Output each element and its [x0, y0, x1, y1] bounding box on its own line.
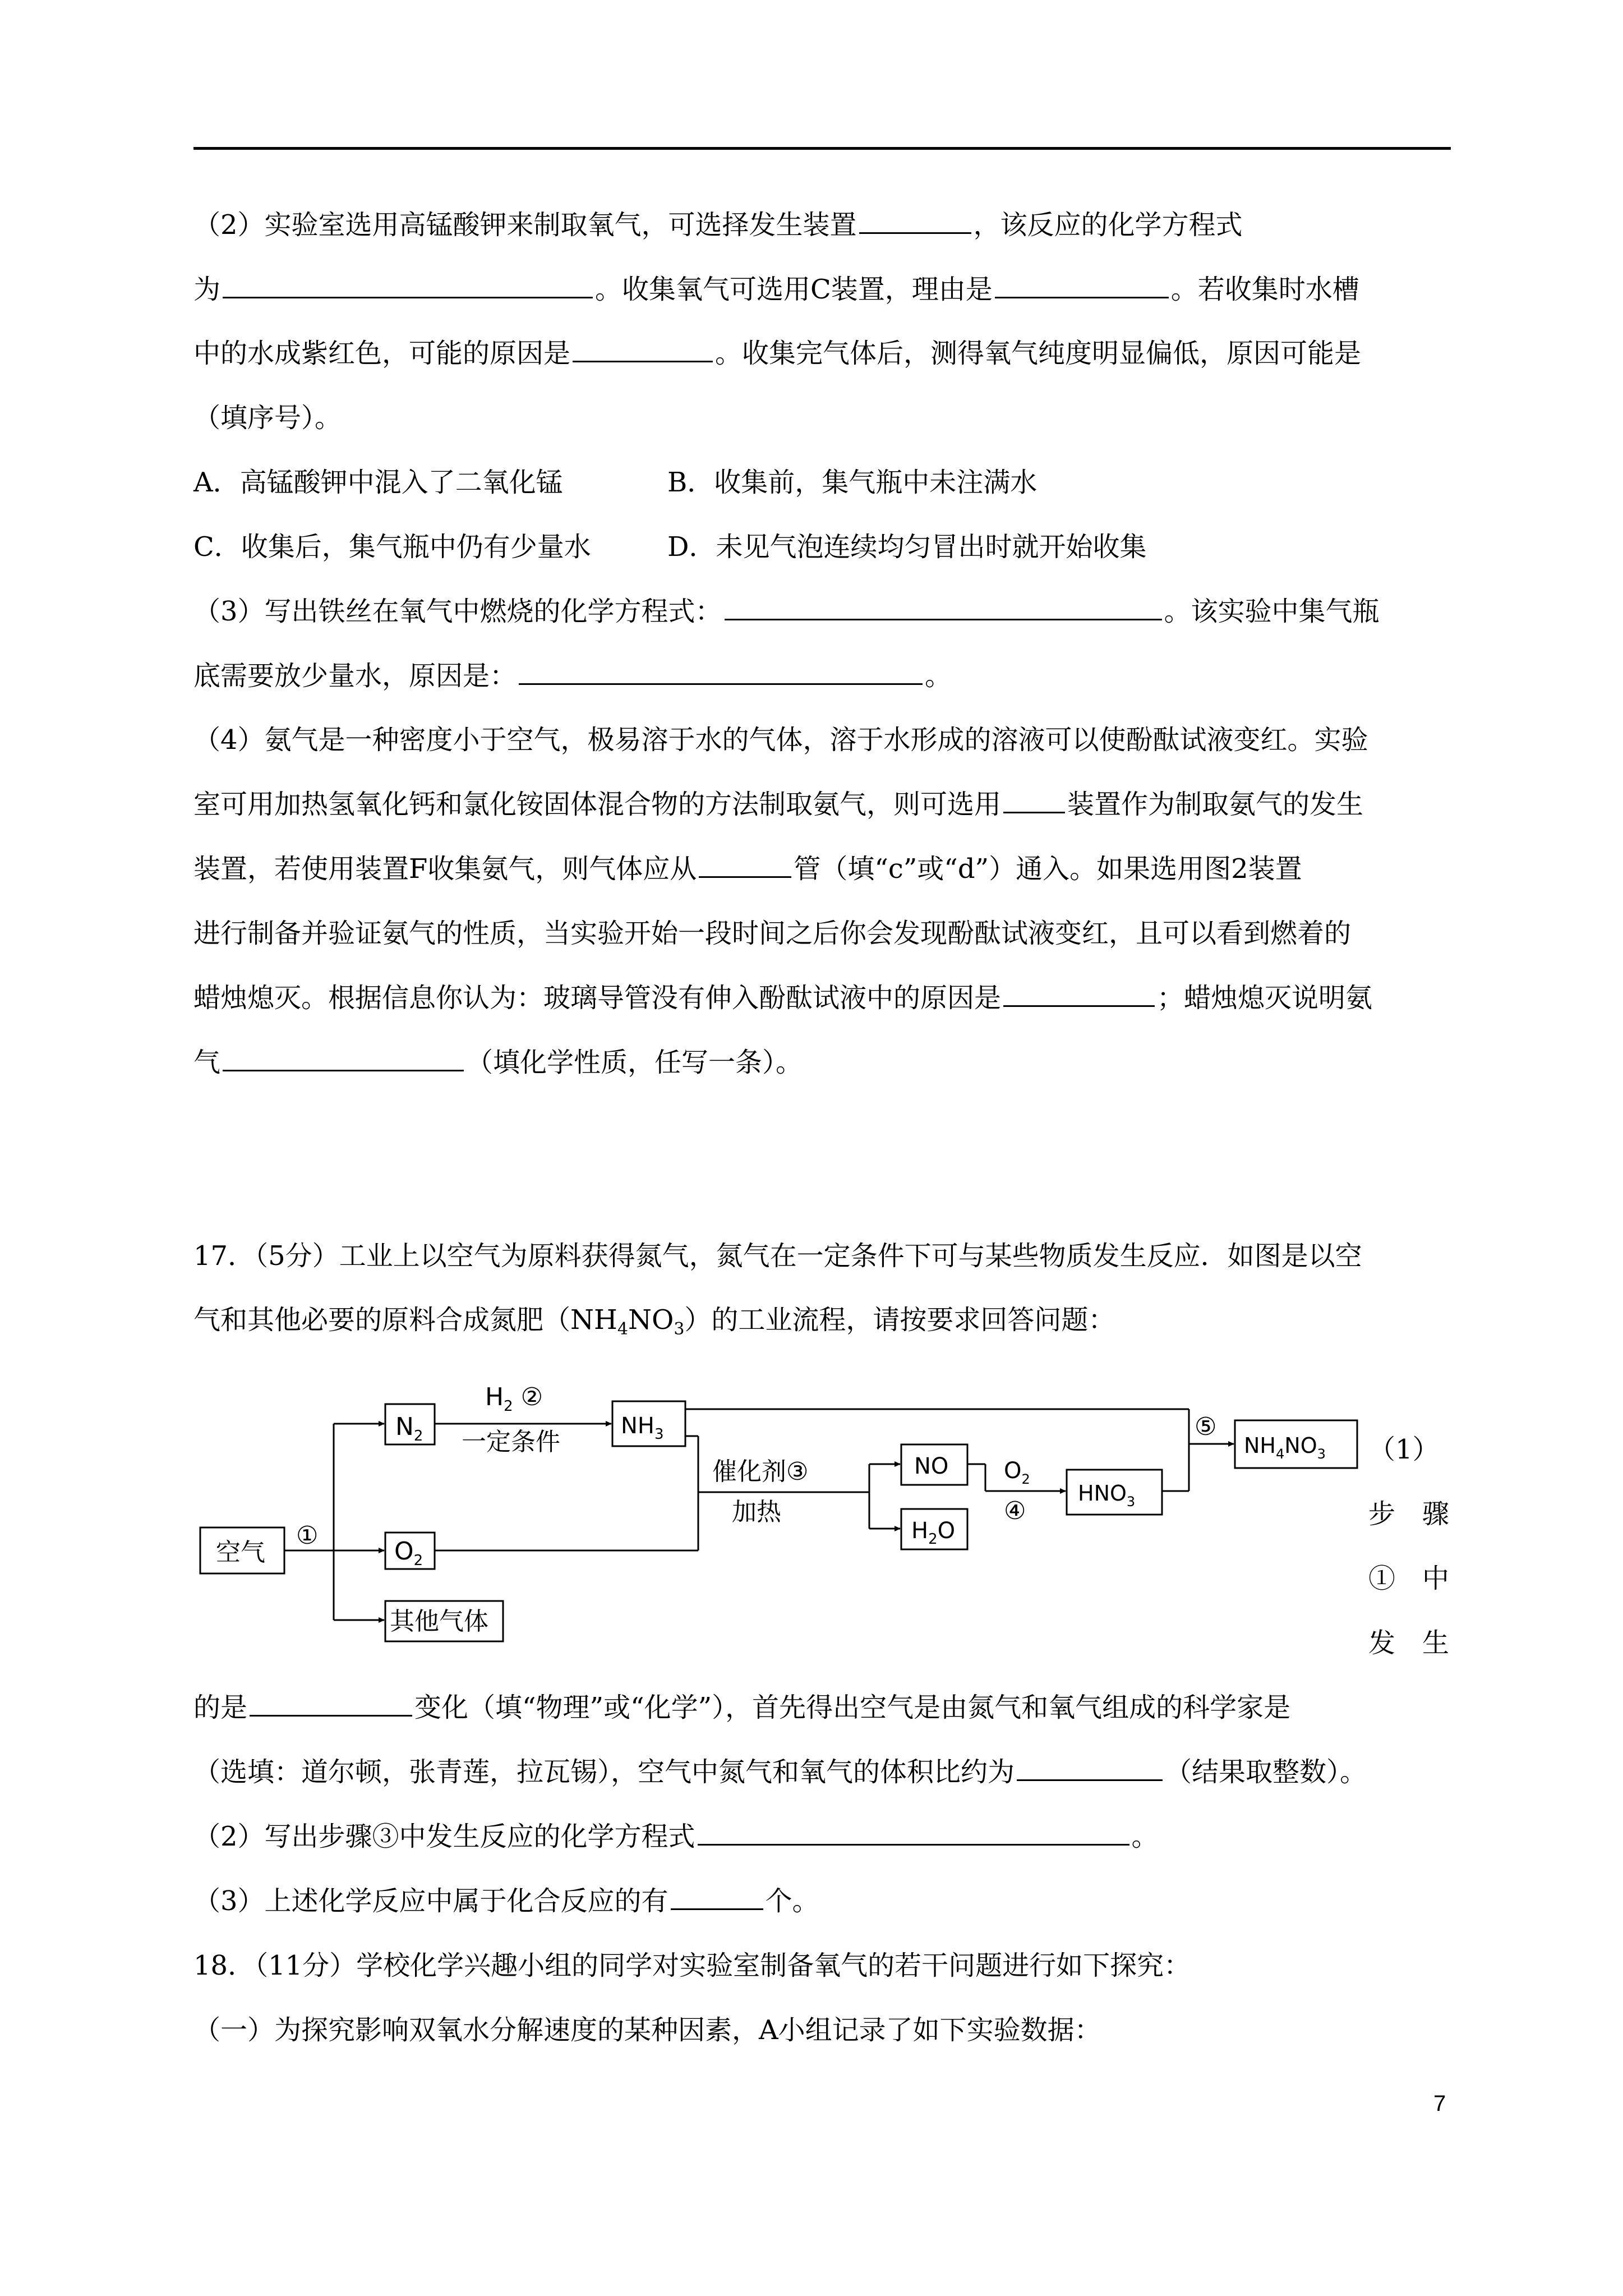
answer-blank[interactable]	[519, 661, 923, 685]
q16-p4-line5: 蜡烛熄灭。根据信息你认为：玻璃导管没有伸入酚酞试液中的原因是 ；蜡烛熄灭说明氨	[193, 982, 1373, 1014]
answer-blank[interactable]	[573, 338, 713, 362]
q18-line1: 18．（11分）学校化学兴趣小组的同学对实验室制备氧气的若干问题进行如下探究：	[193, 1950, 1191, 1981]
condition-label: 一定条件	[462, 1428, 560, 1456]
o2-step4-o2-label: $O_2$	[1004, 1458, 1030, 1487]
catalyst-step3-label: 催化剂③	[712, 1457, 809, 1486]
option-b: B．收集前，集气瓶中未注满水	[667, 467, 1038, 498]
answer-blank[interactable]	[699, 854, 791, 878]
option-c: C．收集后，集气瓶中仍有少量水	[193, 531, 591, 563]
q16-p2-line1: （2）实验室选用高锰酸钾来制取氧气，可选择发生装置 ，该反应的化学方程式	[193, 209, 1243, 241]
q18-line2: （一）为探究影响双氧水分解速度的某种因素，A小组记录了如下实验数据：	[193, 2014, 1101, 2046]
q16-p4-line3: 装置，若使用装置F收集氨气，则气体应从 管（填“c”或“d”）通入。如果选用图2装置	[193, 853, 1302, 885]
answer-blank[interactable]	[223, 274, 593, 298]
answer-blank[interactable]	[1003, 789, 1065, 813]
step1-label: ①	[296, 1521, 319, 1550]
h2o-label: $H_2O$	[911, 1518, 956, 1548]
q17-line3: 的是 变化（填“物理”或“化学”），首先得出空气是由氮气和氧气组成的科学家是	[193, 1692, 1291, 1723]
nh4no3-label: $NH_4NO_3$	[1244, 1433, 1326, 1462]
q16-options-row1	[193, 466, 1451, 499]
other-gas-label: 其他气体	[390, 1607, 488, 1636]
q17-side-text-3: ① 中	[1368, 1563, 1450, 1594]
q16-p2-line2: 为 。收集氧气可选用C装置，理由是 。若收集时水槽	[193, 274, 1359, 305]
answer-blank[interactable]	[1017, 1757, 1163, 1781]
q17-line5: （2）写出步骤③中发生反应的化学方程式 。	[193, 1821, 1159, 1852]
q16-p2-line4: （填序号）。	[193, 402, 342, 434]
q16-p4-line1: （4）氨气是一种密度小于空气，极易溶于水的气体，溶于水形成的溶液可以使酚酞试液变红。实验	[193, 724, 1368, 756]
q17-line6: （3）上述化学反应中属于化合反应的有 个。	[193, 1885, 819, 1917]
o2-label: $O_2$	[394, 1537, 423, 1569]
step5-label: ⑤	[1195, 1412, 1217, 1441]
answer-blank[interactable]	[698, 1821, 1129, 1846]
h2-step2-label: $H_2$ ②	[485, 1386, 543, 1415]
q17-line2: 气和其他必要的原料合成氮肥$(NH_4NO_3)$的工业流程，请按要求回答问题：	[193, 1304, 1115, 1339]
q17-side-text-2: 步 骤	[1368, 1498, 1450, 1530]
q17-line1: 17．（5分）工业上以空气为原料获得氮气，氮气在一定条件下可与某些物质发生反应．如图是以空	[193, 1240, 1362, 1272]
step4-label: ④	[1004, 1497, 1026, 1525]
nh3-label: $NH_3$	[621, 1413, 664, 1443]
q16-p4-line4: 进行制备并验证氨气的性质，当实验开始一段时间之后你会发现酚酞试液变红，且可以看到燃着的	[193, 918, 1352, 949]
q16-p3-line1: （3）写出铁丝在氧气中燃烧的化学方程式： 。该实验中集气瓶	[193, 596, 1380, 627]
n2-label: $N_2$	[395, 1412, 423, 1444]
answer-blank[interactable]	[725, 596, 1162, 620]
q17-side-text-1: （1）	[1368, 1434, 1440, 1465]
answer-blank[interactable]	[223, 1047, 464, 1071]
answer-blank[interactable]	[1003, 983, 1155, 1007]
q16-options-row2	[193, 531, 1451, 563]
answer-blank[interactable]	[671, 1886, 763, 1910]
q17-side-text-4: 发 生	[1368, 1627, 1450, 1659]
option-a: A．高锰酸钾中混入了二氧化锰	[193, 467, 563, 498]
answer-blank[interactable]	[859, 210, 971, 234]
no-label: NO	[914, 1453, 949, 1479]
q16-p2-line3: 中的水成紫红色，可能的原因是 。收集完气体后，测得氧气纯度明显偏低，原因可能是	[193, 338, 1362, 369]
q16-p4-line6: 气 （填化学性质，任写一条）。	[193, 1047, 803, 1078]
answer-blank[interactable]	[995, 274, 1169, 298]
header-rule	[193, 147, 1451, 150]
q17-line4: （选填：道尔顿，张青莲，拉瓦锡），空气中氮气和氧气的体积比约为 （结果取整数）。	[193, 1756, 1367, 1788]
process-flow-diagram	[193, 1386, 1377, 1655]
answer-blank[interactable]	[250, 1692, 412, 1717]
option-d: D．未见气泡连续均匀冒出时就开始收集	[667, 531, 1147, 563]
page-number: 7	[1433, 2091, 1446, 2116]
heat-label: 加热	[732, 1498, 781, 1526]
hno3-label: $HNO_3$	[1078, 1481, 1136, 1510]
q16-p3-line2: 底需要放少量水，原因是： 。	[193, 660, 952, 692]
air-label: 空气	[216, 1538, 265, 1567]
q16-p4-line2: 室可用加热氢氧化钙和氯化铵固体混合物的方法制取氨气，则可选用 装置作为制取氨气的发生	[193, 789, 1364, 820]
